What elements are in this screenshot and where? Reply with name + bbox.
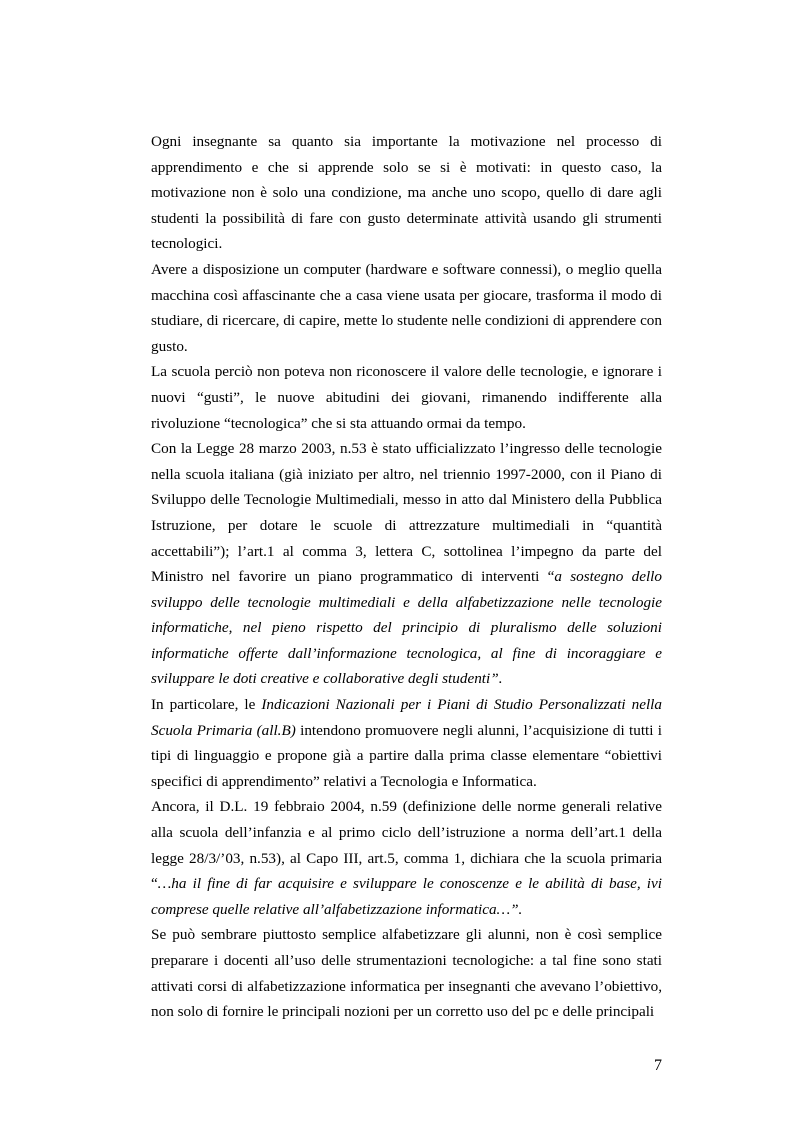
quoted-text-italic: a sostegno dello sviluppo delle tecnologie multimediali e della alfabetizzazione nelle tecnologie informatiche, nel pieno rispetto del principio di pluralismo delle soluzioni informatiche offerte dall’informazione tecnologica, al fine di incoraggiare e sviluppare le doti creative e collaborative degli studenti”. [151, 568, 662, 688]
paragraph-decree-59 [151, 794, 662, 922]
paragraph-national-indications [151, 692, 662, 794]
paragraph-teacher-training [151, 922, 662, 1024]
paragraph-text: Ogni insegnante sa quanto sia importante la motivazione nel processo di apprendimento e che si apprende solo se si è motivati: in questo caso, la motivazione non è solo una condizione, ma anche uno scopo, quello di dare agli studenti la possibilità di fare con gusto determinate attività usando gli strumenti tecnologici. [151, 133, 662, 253]
page-number: 7 [654, 1057, 662, 1074]
quoted-text-italic: …ha il fine di far acquisire e sviluppare le conoscenze e le abilità di base, ivi comprese quelle relative all’alfabetizzazione informatica…”. [151, 875, 662, 918]
paragraph-text: In particolare, le [151, 696, 262, 714]
paragraph-text: Se può sembrare piuttosto semplice alfabetizzare gli alunni, non è così semplice preparare i docenti all’uso delle strumentazioni tecnologiche: a tal fine sono stati attivati corsi di alfabetizzazione informatica per insegnanti che avevano l’obiettivo, non solo di fornire le principali nozioni per un corretto uso del pc e delle principali [151, 926, 662, 1021]
paragraph-motivation [151, 129, 662, 257]
paragraph-text: intendono promuovere negli alunni, l’acquisizione di tutti i tipi di linguaggio e propone già a partire dalla prima classe elementare “obiettivi specifici di apprendimento” relativi a Tecnologia e Informatica. [151, 721, 662, 790]
paragraph-text: Con la Legge 28 marzo 2003, n.53 è stato ufficializzato l’ingresso delle tecnologie nella scuola italiana (già iniziato per altro, nel triennio 1997-2000, con il Piano di Sviluppo delle Tecnologie Multimediali, messo in atto dal Ministero della Pubblica Istruzione, per dotare le scuole di attrezzature multimediali in “quantità accettabili”); l’art.1 al comma 3, lettera C, sottolinea l’impegno da parte del Ministro nel favorire un piano programmatico di interventi “ [151, 440, 662, 586]
paragraph-school-technology [151, 359, 662, 436]
paragraph-computer [151, 257, 662, 359]
paragraph-text: La scuola perciò non poteva non riconoscere il valore delle tecnologie, e ignorare i nuovi “gusti”, le nuove abitudini dei giovani, rimanendo indifferente alla rivoluzione “tecnologica” che si sta attuando ormai da tempo. [151, 363, 662, 432]
document-body [151, 129, 662, 1025]
paragraph-text: Ancora, il D.L. 19 febbraio 2004, n.59 (definizione delle norme generali relative alla scuola dell’infanzia e al primo ciclo dell’istruzione a norma dell’art.1 della legge 28/3/’03, n.53), al Capo III, art.5, comma 1, dichiara che la scuola primaria “ [151, 798, 662, 893]
paragraph-law-53 [151, 436, 662, 692]
document-title-italic: Indicazioni Nazionali per i Piani di Studio Personalizzati nella Scuola Primaria (all.B) [151, 696, 662, 739]
paragraph-text: Avere a disposizione un computer (hardware e software connessi), o meglio quella macchina così affascinante che a casa viene usata per giocare, trasforma il modo di studiare, di ricercare, di capire, mette lo studente nelle condizioni di apprendere con gusto. [151, 260, 662, 355]
